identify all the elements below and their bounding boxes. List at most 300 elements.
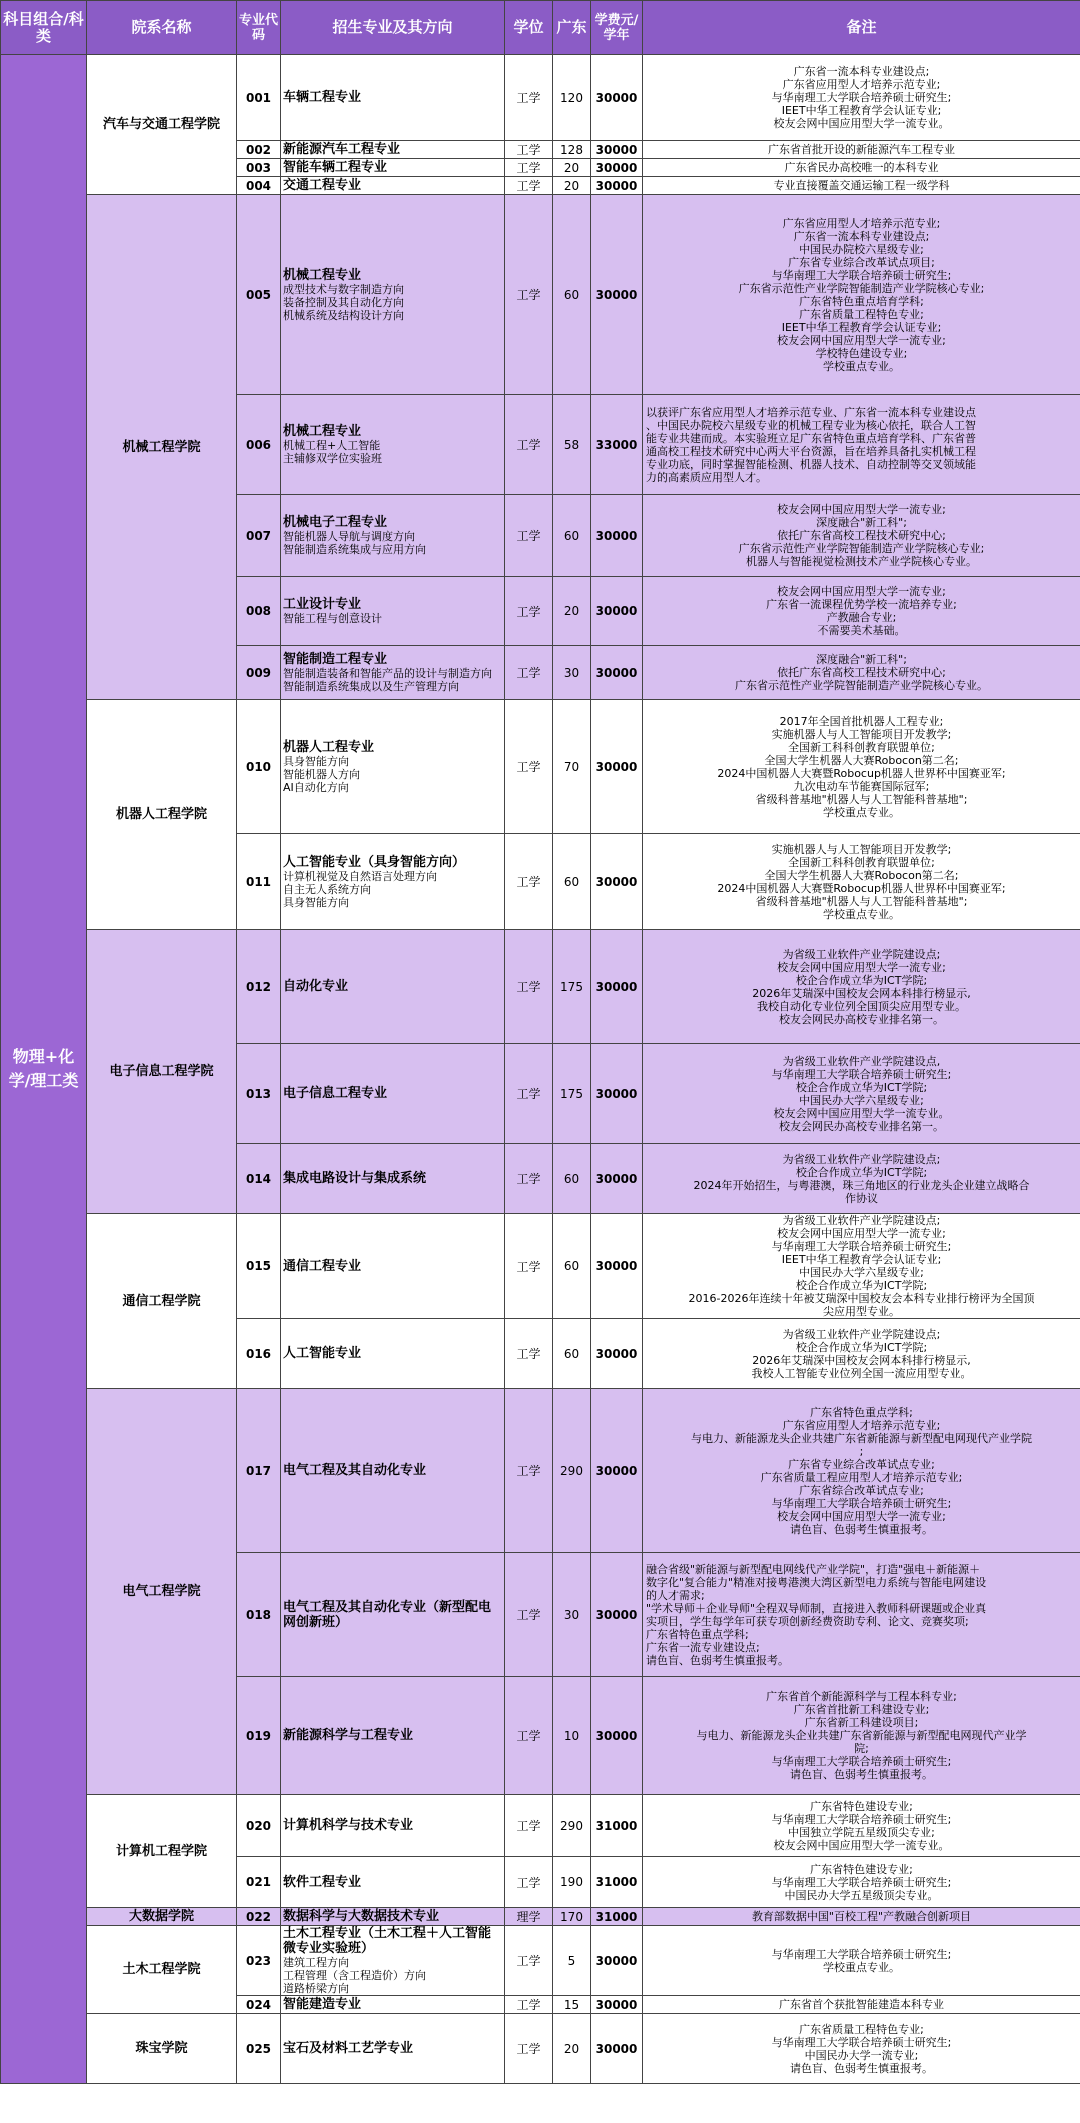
remarks-cell: [643, 577, 1080, 646]
major-name: 数据科学与大数据技术专业: [283, 1909, 440, 1924]
department-cell: 大数据学院: [87, 1908, 237, 1926]
degree-cell: 工学: [505, 2014, 553, 2084]
remark-line: 专业功底，同时掌握智能检测、机器人技术、自动控制等交叉领域能: [646, 457, 976, 471]
remarks-cell: [643, 395, 1080, 495]
remark-line: 校友会网民办高校专业排名第一。: [779, 1119, 944, 1133]
tuition-fee: 30000: [591, 195, 643, 395]
major-direction: 具身智能方向: [283, 895, 349, 909]
major-direction: 智能工程与创意设计: [283, 612, 382, 625]
remark-line: 依托广东省高校工程技术研究中心;: [777, 529, 946, 542]
degree-cell: 工学: [505, 395, 553, 495]
major-name: 机械工程专业: [283, 267, 362, 283]
remark-line: 的人才需求;: [646, 1588, 705, 1602]
degree-cell: 工学: [505, 195, 553, 395]
remark-line: 教育部数据中国"百校工程"产教融合创新项目: [751, 1910, 972, 1923]
major-name: 人工智能专业: [283, 1346, 362, 1361]
major-name: 机器人工程专业: [283, 739, 375, 755]
header-fee: 学费元/学年: [591, 1, 643, 55]
remark-line: 校友会网中国应用型大学一流专业。: [773, 117, 950, 130]
degree-cell: 工学: [505, 1926, 553, 1996]
remark-line: 校友会网中国应用型大学一流专业;: [777, 960, 946, 974]
header-category: 科目组合/科类: [1, 1, 87, 55]
remark-line: 广东省应用型人才培养示范专业;: [782, 1418, 941, 1432]
degree-cell: 工学: [505, 834, 553, 930]
major-direction: 道路桥梁方向: [283, 1982, 349, 1995]
department-cell: 珠宝学院: [87, 2014, 237, 2084]
remark-line: 广东省首批开设的新能源汽车工程专业: [768, 143, 955, 156]
remark-line: 与华南理工大学联合培养硕士研究生;: [771, 2035, 952, 2049]
tuition-fee: 30000: [591, 1144, 643, 1214]
major-direction: 智能制造装备和智能产品的设计与制造方向: [283, 667, 492, 680]
remark-line: 广东省示范性产业学院智能制造产业学院核心专业。: [735, 679, 988, 692]
remark-line: 校企合作成立华为ICT学院;: [795, 1340, 928, 1354]
major-name: 机械电子工程专业: [283, 515, 388, 530]
tuition-fee: 30000: [591, 55, 643, 141]
major-cell: [281, 1044, 505, 1144]
major-cell: [281, 1214, 505, 1319]
tuition-fee: 30000: [591, 700, 643, 834]
remark-line: 请色盲、色弱考生慎重报考。: [790, 2061, 933, 2075]
tuition-fee: 30000: [591, 1389, 643, 1553]
remark-line: 为省级工业软件产业学院建设点;: [782, 1152, 941, 1166]
header-code: 专业代码: [237, 1, 281, 55]
remark-line: 数字化"复合能力"精准对接粤港澳大湾区新型电力系统与智能电网建设: [646, 1575, 987, 1589]
major-direction: 自主无人系统方向: [283, 882, 371, 896]
department-cell: 通信工程学院: [87, 1214, 237, 1389]
major-code: 022: [237, 1908, 281, 1926]
major-code: 004: [237, 177, 281, 195]
department-cell: 汽车与交通工程学院: [87, 55, 237, 195]
degree-cell: 工学: [505, 141, 553, 159]
remark-line: 请色盲、色弱考生慎重报考。: [790, 1768, 933, 1781]
major-direction: AI自动化方向: [283, 780, 349, 794]
remark-line: 请色盲、色弱考生慎重报考。: [790, 1522, 933, 1536]
major-direction: 主辅修双学位实验班: [283, 452, 382, 465]
remark-line: 中国民办大学五星级顶尖专业。: [784, 1888, 939, 1902]
remark-line: 广东省特色重点学科;: [810, 1405, 913, 1419]
remarks-cell: [643, 159, 1080, 177]
guangdong-quota: 20: [553, 159, 591, 177]
degree-cell: 工学: [505, 577, 553, 646]
table-row: [1, 55, 1080, 141]
remarks-cell: [643, 646, 1080, 700]
major-name: 人工智能专业（具身智能方向）: [283, 854, 466, 870]
major-name: 土木工程专业（土木工程＋人工智能微专业实验班）: [283, 1926, 492, 1956]
remark-line: 与华南理工大学联合培养硕士研究生;: [771, 1067, 952, 1081]
major-code: 021: [237, 1857, 281, 1908]
remark-line: 力的高素质应用型人才。: [646, 470, 767, 484]
major-name: 机械工程专业: [283, 424, 362, 439]
major-name: 工业设计专业: [283, 597, 362, 612]
guangdong-quota: 60: [553, 1214, 591, 1319]
remarks-cell: [643, 1214, 1080, 1319]
remark-line: 2026年艾瑞深中国校友会网本科排行榜显示,: [752, 986, 971, 1000]
remarks-cell: [643, 177, 1080, 195]
major-name: 电气工程及其自动化专业: [283, 1463, 427, 1478]
major-code: 010: [237, 700, 281, 834]
remarks-cell: [643, 1795, 1080, 1857]
major-code: 007: [237, 495, 281, 577]
remarks-cell: [643, 1857, 1080, 1908]
remark-line: 广东省示范性产业学院智能制造产业学院核心专业;: [738, 542, 985, 555]
remark-line: 、中国民办院校六星级专业的机械工程专业为核心依托，联合人工智: [646, 418, 976, 432]
remark-line: 为省级工业软件产业学院建设点;: [782, 947, 941, 961]
major-direction: 机械工程+人工智能: [283, 439, 381, 452]
tuition-fee: 30000: [591, 646, 643, 700]
major-cell: [281, 1319, 505, 1389]
guangdong-quota: 190: [553, 1857, 591, 1908]
major-code: 024: [237, 1996, 281, 2014]
major-code: 023: [237, 1926, 281, 1996]
remark-line: 学校特色建设专业;: [815, 346, 908, 360]
major-code: 011: [237, 834, 281, 930]
major-name: 电子信息工程专业: [283, 1086, 388, 1101]
table-row: [1, 700, 1080, 834]
remark-line: 我校自动化专业位列全国顶尖应用型专业。: [757, 999, 966, 1013]
remark-line: 广东省首批新工科建设专业;: [793, 1703, 930, 1716]
remark-line: 校友会网中国应用型大学一流专业。: [773, 1838, 950, 1852]
major-name: 新能源科学与工程专业: [283, 1728, 414, 1743]
remark-line: 专业直接覆盖交通运输工程一级学科: [773, 179, 950, 192]
remark-line: IEET中华工程教育学会认证专业;: [781, 1253, 942, 1266]
remarks-cell: [643, 55, 1080, 141]
tuition-fee: 33000: [591, 395, 643, 495]
remark-line: 校友会网中国应用型大学一流专业;: [777, 1509, 946, 1523]
table-body: [1, 55, 1080, 2084]
remark-line: 2024年开始招生，与粤港澳，珠三角地区的行业龙头企业建立战略合: [693, 1178, 1030, 1192]
guangdong-quota: 175: [553, 1044, 591, 1144]
guangdong-quota: 5: [553, 1926, 591, 1996]
category-cell: 物理+化学/理工类: [1, 55, 87, 2084]
degree-cell: 工学: [505, 495, 553, 577]
major-direction: 建筑工程方向: [283, 1956, 349, 1969]
major-cell: [281, 1144, 505, 1214]
remark-line: 2016-2026年连续十年被艾瑞深中国校友会本科专业排行榜评为全国顶: [688, 1292, 1035, 1305]
table-row: [1, 195, 1080, 395]
header-guangdong: 广东: [553, 1, 591, 55]
table-row: [1, 2014, 1080, 2084]
remarks-cell: [643, 495, 1080, 577]
remark-line: 广东省新工科建设项目;: [804, 1716, 919, 1729]
header-major: 招生专业及其方向: [281, 1, 505, 55]
degree-cell: 工学: [505, 1553, 553, 1677]
remark-line: 2017年全国首批机器人工程专业;: [779, 714, 944, 728]
remark-line: 2024中国机器人大赛暨Robocup机器人世界杯中国赛亚军;: [717, 766, 1006, 780]
tuition-fee: 30000: [591, 1319, 643, 1389]
remark-line: 广东省首个新能源科学与工程本科专业;: [766, 1690, 957, 1703]
remark-line: 校企合作成立华为ICT学院;: [795, 1080, 928, 1094]
remarks-cell: [643, 834, 1080, 930]
major-code: 001: [237, 55, 281, 141]
remark-line: 广东省专业综合改革试点项目;: [788, 255, 935, 269]
remark-line: 校友会网中国应用型大学一流专业;: [777, 503, 946, 516]
remark-line: 广东省一流专业建设点;: [646, 1640, 760, 1654]
major-code: 016: [237, 1319, 281, 1389]
major-code: 013: [237, 1044, 281, 1144]
remark-line: 与华南理工大学联合培养硕士研究生;: [771, 1947, 952, 1961]
remark-line: 中国民办院校六星级专业;: [799, 242, 924, 256]
major-cell: [281, 646, 505, 700]
remark-line: 省级科普基地"机器人与人工智能科普基地";: [755, 894, 968, 908]
guangdong-quota: 15: [553, 1996, 591, 2014]
remark-line: 学校重点专业。: [823, 805, 900, 819]
remark-line: 与华南理工大学联合培养硕士研究生;: [771, 1875, 952, 1889]
major-name: 集成电路设计与集成系统: [283, 1171, 427, 1186]
guangdong-quota: 20: [553, 177, 591, 195]
major-code: 002: [237, 141, 281, 159]
department-cell: 电气工程学院: [87, 1389, 237, 1795]
remark-line: 广东省质量工程应用型人才培养示范专业;: [760, 1470, 963, 1484]
remark-line: 学校重点专业。: [823, 907, 900, 921]
remark-line: 通高校工程技术研究中心两大平台资源，旨在培养具备扎实机械工程: [646, 444, 976, 458]
remark-line: 全国大学生机器人大赛Robocon第二名;: [764, 868, 959, 882]
degree-cell: 工学: [505, 55, 553, 141]
guangdong-quota: 20: [553, 577, 591, 646]
major-cell: [281, 177, 505, 195]
remarks-cell: [643, 1144, 1080, 1214]
major-name: 电气工程及其自动化专业（新型配电网创新班）: [283, 1599, 492, 1630]
guangdong-quota: 120: [553, 55, 591, 141]
department-cell: 机器人工程学院: [87, 700, 237, 930]
header-degree: 学位: [505, 1, 553, 55]
guangdong-quota: 20: [553, 2014, 591, 2084]
remark-line: 与华南理工大学联合培养硕士研究生;: [771, 1240, 952, 1253]
major-cell: [281, 1677, 505, 1795]
major-code: 012: [237, 930, 281, 1044]
major-name: 计算机科学与技术专业: [283, 1818, 414, 1833]
degree-cell: 工学: [505, 1214, 553, 1319]
remark-line: 广东省应用型人才培养示范专业;: [782, 78, 941, 91]
tuition-fee: 30000: [591, 141, 643, 159]
department-cell: 土木工程学院: [87, 1926, 237, 2014]
tuition-fee: 31000: [591, 1857, 643, 1908]
remark-line: 省级科普基地"机器人与人工智能科普基地";: [755, 792, 968, 806]
degree-cell: 工学: [505, 177, 553, 195]
major-direction: 装备控制及其自动化方向: [283, 295, 404, 309]
degree-cell: 工学: [505, 646, 553, 700]
remark-line: 全国新工科科创教育联盟单位;: [788, 855, 935, 869]
major-cell: [281, 55, 505, 141]
major-name: 软件工程专业: [283, 1874, 362, 1890]
tuition-fee: 30000: [591, 1926, 643, 1996]
remark-line: 广东省首个获批智能建造本科专业: [779, 1998, 944, 2011]
remark-line: 与华南理工大学联合培养硕士研究生;: [771, 1755, 952, 1768]
degree-cell: 工学: [505, 1319, 553, 1389]
remark-line: 为省级工业软件产业学院建设点;: [782, 1214, 941, 1227]
remark-line: 广东省综合改革试点专业;: [799, 1483, 924, 1497]
remark-line: 广东省特色重点学科;: [646, 1627, 749, 1641]
guangdong-quota: 170: [553, 1908, 591, 1926]
major-name: 宝石及材料工艺学专业: [283, 2041, 414, 2056]
remark-line: 广东省应用型人才培养示范专业;: [782, 216, 941, 230]
major-cell: [281, 1926, 505, 1996]
remark-line: 广东省质量工程特色专业;: [799, 2022, 924, 2036]
major-code: 006: [237, 395, 281, 495]
major-cell: [281, 141, 505, 159]
remark-line: ;: [859, 1444, 864, 1458]
remark-line: 与电力、新能源龙头企业共建广东省新能源与新型配电网现代产业学: [696, 1729, 1027, 1742]
guangdong-quota: 60: [553, 834, 591, 930]
remark-line: 中国独立学院五星级顶尖专业;: [788, 1825, 935, 1839]
tuition-fee: 30000: [591, 577, 643, 646]
table-row: [1, 1908, 1080, 1926]
remark-line: 广东省质量工程特色专业;: [799, 307, 924, 321]
major-code: 008: [237, 577, 281, 646]
remark-line: 广东省一流本科专业建设点;: [793, 229, 930, 243]
remarks-cell: [643, 2014, 1080, 2084]
remark-line: 实项目，学生每学年可获专项创新经费资助专利、论文、竞赛奖项;: [646, 1614, 969, 1628]
remark-line: 实施机器人与人工智能项目开发教学;: [771, 842, 952, 856]
remark-line: "学术导师＋企业导师"全程双导师制，直接进入教师科研课题或企业真: [646, 1601, 987, 1615]
remark-line: 深度融合"新工科";: [816, 653, 907, 666]
guangdong-quota: 60: [553, 1144, 591, 1214]
tuition-fee: 30000: [591, 1553, 643, 1677]
remark-line: 与华南理工大学联合培养硕士研究生;: [771, 91, 952, 104]
guangdong-quota: 60: [553, 1319, 591, 1389]
major-code: 003: [237, 159, 281, 177]
guangdong-quota: 290: [553, 1795, 591, 1857]
major-direction: 机械系统及结构设计方向: [283, 308, 404, 322]
tuition-fee: 30000: [591, 1677, 643, 1795]
tuition-fee: 30000: [591, 1214, 643, 1319]
remark-line: 学校重点专业。: [823, 1960, 900, 1974]
table-row: [1, 1795, 1080, 1857]
tuition-fee: 30000: [591, 1996, 643, 2014]
major-code: 015: [237, 1214, 281, 1319]
remark-line: 校企合作成立华为ICT学院;: [795, 1279, 928, 1292]
degree-cell: 工学: [505, 1857, 553, 1908]
table-row: [1, 1214, 1080, 1319]
remarks-cell: [643, 1677, 1080, 1795]
remark-line: 依托广东省高校工程技术研究中心;: [777, 666, 946, 679]
major-direction: 工程管理（含工程造价）方向: [283, 1969, 426, 1982]
remark-line: 作协议: [845, 1191, 878, 1205]
guangdong-quota: 128: [553, 141, 591, 159]
remark-line: 广东省一流课程优势学校一流培养专业;: [766, 598, 957, 611]
remark-line: 九次电动车节能赛国际冠军;: [793, 779, 930, 793]
remark-line: 广东省示范性产业学院智能制造产业学院核心专业;: [738, 281, 985, 295]
department-cell: 机械工程学院: [87, 195, 237, 700]
remarks-cell: [643, 700, 1080, 834]
remark-line: 中国民办大学六星级专业;: [799, 1266, 924, 1279]
major-name: 智能制造工程专业: [283, 652, 388, 667]
remark-line: 院;: [854, 1742, 869, 1755]
guangdong-quota: 30: [553, 646, 591, 700]
tuition-fee: 30000: [591, 930, 643, 1044]
major-direction: 智能机器人导航与调度方向: [283, 530, 415, 543]
remark-line: 我校人工智能专业位列全国一流应用型专业。: [751, 1366, 972, 1380]
remark-line: 以获评广东省应用型人才培养示范专业、广东省一流本科专业建设点: [646, 405, 976, 419]
major-name: 智能建造专业: [283, 1997, 362, 2012]
remark-line: 广东省一流本科专业建设点;: [793, 65, 930, 78]
remark-line: 广东省特色建设专业;: [810, 1799, 913, 1813]
major-cell: [281, 1857, 505, 1908]
table-row: [1, 1926, 1080, 1996]
major-code: 020: [237, 1795, 281, 1857]
major-name: 智能车辆工程专业: [283, 160, 388, 175]
remark-line: 校友会网民办高校专业排名第一。: [779, 1012, 944, 1026]
remark-line: 校友会网中国应用型大学一流专业。: [773, 1106, 950, 1120]
major-cell: [281, 834, 505, 930]
degree-cell: 工学: [505, 1677, 553, 1795]
remarks-cell: [643, 930, 1080, 1044]
department-cell: 电子信息工程学院: [87, 930, 237, 1214]
major-direction: 智能机器人方向: [283, 767, 360, 781]
remark-line: 机器人与智能视觉检测技术产业学院核心专业。: [746, 555, 977, 568]
tuition-fee: 30000: [591, 495, 643, 577]
major-cell: [281, 930, 505, 1044]
major-name: 车辆工程专业: [283, 90, 362, 105]
remark-line: 广东省专业综合改革试点专业;: [788, 1457, 935, 1471]
major-direction: 计算机视觉及自然语言处理方向: [283, 869, 437, 883]
tuition-fee: 30000: [591, 159, 643, 177]
table-row: [1, 930, 1080, 1044]
tuition-fee: 30000: [591, 834, 643, 930]
major-cell: [281, 159, 505, 177]
department-cell: 计算机工程学院: [87, 1795, 237, 1908]
remark-line: 中国民办大学六星级专业;: [799, 1093, 924, 1107]
major-cell: [281, 1389, 505, 1553]
remark-line: 校企合作成立华为ICT学院;: [795, 1165, 928, 1179]
remarks-cell: [643, 195, 1080, 395]
remark-line: 请色盲、色弱考生慎重报考。: [646, 1653, 789, 1667]
guangdong-quota: 60: [553, 495, 591, 577]
remark-line: 2024中国机器人大赛暨Robocup机器人世界杯中国赛亚军;: [717, 881, 1006, 895]
remark-line: 与华南理工大学联合培养硕士研究生;: [771, 1496, 952, 1510]
tuition-fee: 30000: [591, 177, 643, 195]
tuition-fee: 31000: [591, 1795, 643, 1857]
remark-line: 与电力、新能源龙头企业共建广东省新能源与新型配电网现代产业学院: [691, 1431, 1032, 1445]
major-direction: 智能制造系统集成与应用方向: [283, 543, 426, 556]
guangdong-quota: 10: [553, 1677, 591, 1795]
major-code: 019: [237, 1677, 281, 1795]
remarks-cell: [643, 1044, 1080, 1144]
remarks-cell: [643, 1319, 1080, 1389]
remark-line: 广东省民办高校唯一的本科专业: [784, 161, 939, 174]
guangdong-quota: 70: [553, 700, 591, 834]
major-direction: 智能制造系统集成以及生产管理方向: [283, 680, 459, 693]
remark-line: 中国民办大学一流专业;: [804, 2048, 919, 2062]
remark-line: 2026年艾瑞深中国校友会网本科排行榜显示,: [752, 1353, 971, 1367]
major-name: 交通工程专业: [283, 178, 362, 193]
remark-line: 深度融合"新工科";: [816, 516, 907, 529]
guangdong-quota: 58: [553, 395, 591, 495]
major-code: 025: [237, 2014, 281, 2084]
remark-line: 尖应用型专业。: [823, 1305, 900, 1318]
guangdong-quota: 30: [553, 1553, 591, 1677]
major-direction: 具身智能方向: [283, 754, 349, 768]
degree-cell: 工学: [505, 930, 553, 1044]
major-cell: [281, 1996, 505, 2014]
guangdong-quota: 290: [553, 1389, 591, 1553]
degree-cell: 工学: [505, 1996, 553, 2014]
remarks-cell: [643, 1389, 1080, 1553]
tuition-fee: 30000: [591, 1044, 643, 1144]
header-department: 院系名称: [87, 1, 237, 55]
remark-line: 校企合作成立华为ICT学院;: [795, 973, 928, 987]
major-cell: [281, 495, 505, 577]
guangdong-quota: 175: [553, 930, 591, 1044]
remarks-cell: [643, 1926, 1080, 1996]
header-remarks: 备注: [643, 1, 1080, 55]
remark-line: 为省级工业软件产业学院建设点,: [782, 1054, 941, 1068]
major-cell: [281, 577, 505, 646]
major-code: 017: [237, 1389, 281, 1553]
major-cell: [281, 1908, 505, 1926]
remark-line: 与华南理工大学联合培养硕士研究生;: [771, 1812, 952, 1826]
major-direction: 成型技术与数字制造方向: [283, 282, 404, 296]
degree-cell: 理学: [505, 1908, 553, 1926]
